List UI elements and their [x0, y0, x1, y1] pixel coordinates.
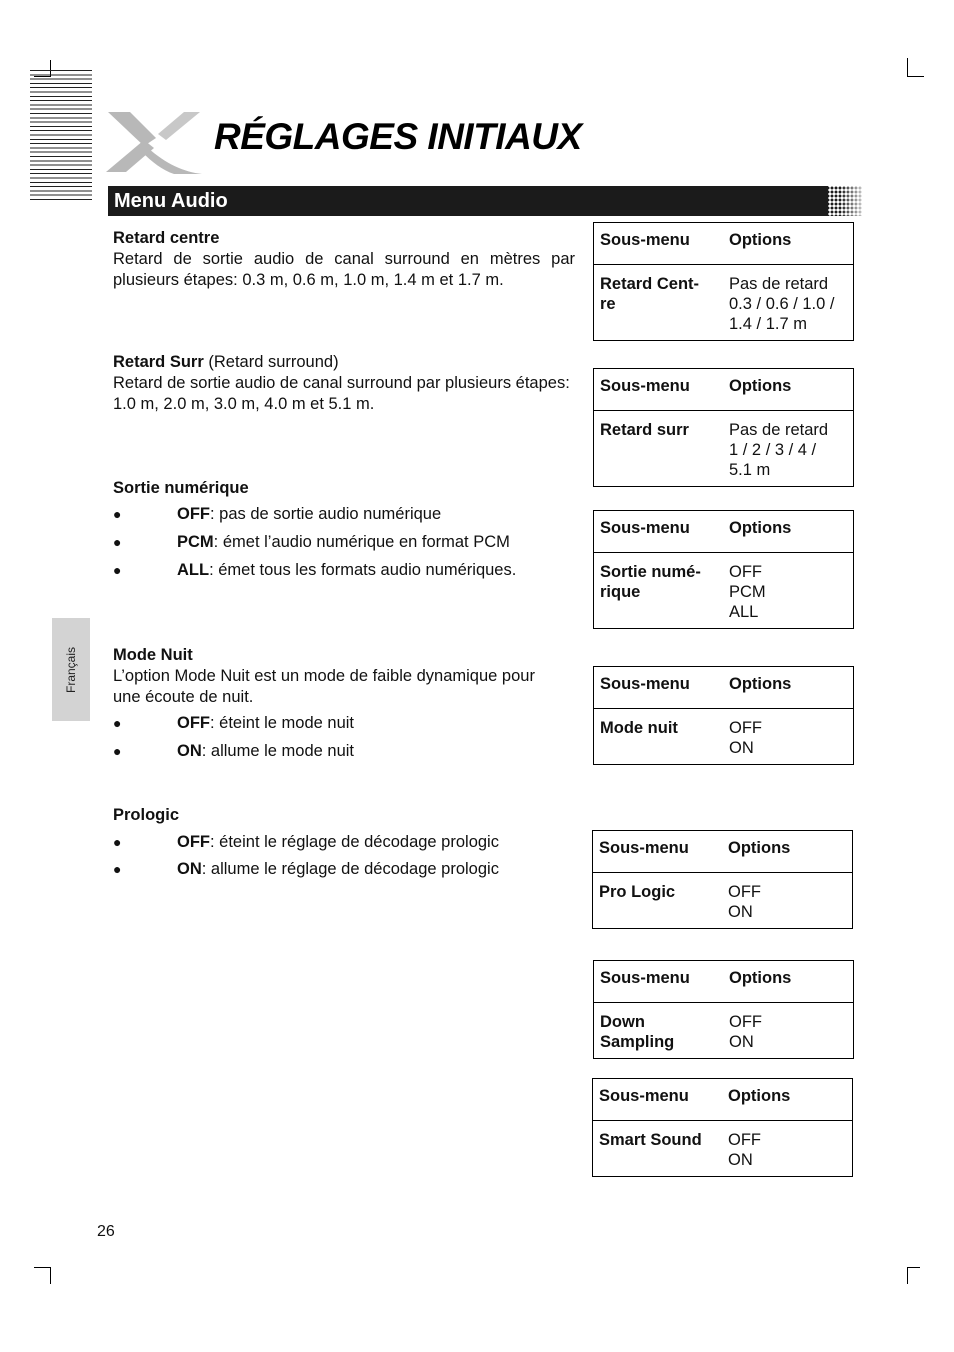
mode-nuit-heading: Mode Nuit [113, 646, 193, 664]
section-header-bar [108, 186, 828, 216]
options-table-retard-centre [593, 222, 854, 341]
options-table-smart-sound [592, 1078, 853, 1177]
crop-mark-bottom-right [907, 1267, 920, 1284]
bullet-key: ALL [177, 561, 210, 579]
table-cell-options: OFF ON [729, 1013, 762, 1051]
bullet-text: : éteint le réglage de décodage prologic [210, 833, 499, 851]
table-cell-submenu: Mode nuit [600, 719, 678, 737]
table-header-options: Options [722, 1079, 853, 1121]
table-cell-options: OFF ON [728, 1131, 761, 1169]
table-header-submenu: Sous-menu [594, 667, 724, 709]
sortie-numerique-heading: Sortie numérique [113, 479, 249, 497]
table-cell-options: OFF PCM ALL [729, 563, 766, 621]
bullet-key: ON [177, 742, 202, 760]
bullet-icon: ● [113, 715, 122, 731]
table-header-options: Options [722, 831, 853, 873]
retard-surr-section [113, 352, 575, 415]
retard-surr-heading: Retard Surr [113, 353, 204, 371]
section-title: Menu Audio [114, 190, 228, 212]
bullet-key: OFF [177, 714, 210, 732]
options-table-down-sampling [593, 960, 854, 1059]
options-table-sortie-numerique [593, 510, 854, 629]
table-header-options: Options [723, 223, 854, 265]
options-table-pro-logic [592, 830, 853, 929]
bullet-key: OFF [177, 505, 210, 523]
bullet-icon: ● [113, 743, 122, 759]
bullet-key: PCM [177, 533, 214, 551]
bullet-icon: ● [113, 534, 122, 550]
bullet-text: : allume le mode nuit [201, 742, 354, 760]
table-cell-options: Pas de retard 0.3 / 0.6 / 1.0 / 1.4 / 1.7 m [729, 275, 835, 333]
table-cell-options: OFF ON [729, 719, 762, 757]
bullet-text: : émet tous les formats audio numériques. [209, 561, 517, 579]
bullet-key: OFF [177, 833, 210, 851]
bullet-text: : allume le réglage de décodage prologic [201, 860, 499, 878]
bullet-text: : pas de sortie audio numérique [210, 505, 442, 523]
table-header-submenu: Sous-menu [593, 1079, 723, 1121]
table-header-options: Options [723, 511, 854, 553]
crop-mark-top-right [907, 58, 924, 77]
retard-centre-section [113, 228, 575, 291]
bullet-icon: ● [113, 562, 122, 578]
table-cell-submenu: Sortie numé- rique [600, 563, 701, 601]
bullet-icon: ● [113, 834, 122, 850]
bullet-icon: ● [113, 506, 122, 522]
prologic-heading: Prologic [113, 806, 180, 824]
options-table-mode-nuit [593, 666, 854, 765]
retard-centre-heading: Retard centre [113, 229, 220, 247]
table-cell-submenu: Pro Logic [599, 883, 676, 901]
page-title: RÉGLAGES INITIAUX [214, 116, 582, 157]
prologic-section [113, 805, 575, 826]
table-header-options: Options [723, 369, 854, 411]
bullet-text: : éteint le mode nuit [210, 714, 355, 732]
table-cell-submenu: Down Sampling [600, 1013, 675, 1051]
table-cell-options: Pas de retard 1 / 2 / 3 / 4 / 5.1 m [729, 421, 829, 479]
language-tab [52, 618, 90, 721]
table-cell-options: OFF ON [728, 883, 761, 921]
table-header-submenu: Sous-menu [594, 511, 724, 553]
decorative-stripes [30, 70, 92, 200]
retard-surr-heading-suffix: (Retard surround) [203, 353, 339, 371]
options-table-retard-surr [593, 368, 854, 487]
page-number: 26 [97, 1223, 115, 1240]
mode-nuit-body: L’option Mode Nuit est un mode de faible dynamique pour une écoute de nuit. [113, 667, 535, 706]
language-tab-label: Français [64, 646, 78, 693]
bullet-text: : émet l’audio numérique en format PCM [213, 533, 510, 551]
sortie-numerique-section [113, 478, 575, 499]
decorative-dot-pattern [826, 186, 862, 216]
table-cell-submenu: Smart Sound [599, 1131, 702, 1149]
table-header-submenu: Sous-menu [594, 223, 724, 265]
crop-mark-bottom-left [34, 1267, 51, 1284]
bullet-icon: ● [113, 861, 122, 877]
table-header-submenu: Sous-menu [593, 831, 723, 873]
table-cell-submenu: Retard Cent- re [600, 275, 700, 313]
table-header-submenu: Sous-menu [594, 961, 724, 1003]
mode-nuit-section [113, 645, 553, 708]
table-header-options: Options [723, 961, 854, 1003]
table-header-options: Options [723, 667, 854, 709]
retard-surr-body: Retard de sortie audio de canal surround par plusieurs étapes: 1.0 m, 2.0 m, 3.0 m, 4.0 m et 5.1 m. [113, 374, 570, 413]
bullet-key: ON [177, 860, 202, 878]
table-header-submenu: Sous-menu [594, 369, 724, 411]
table-cell-submenu: Retard surr [600, 421, 689, 439]
x-logo-icon [104, 108, 204, 176]
retard-centre-body: Retard de sortie audio de canal surround en mètres par plusieurs étapes: 0.3 m, 0.6 m, 1.0 m, 1.4 m et 1.7 m. [113, 250, 575, 289]
